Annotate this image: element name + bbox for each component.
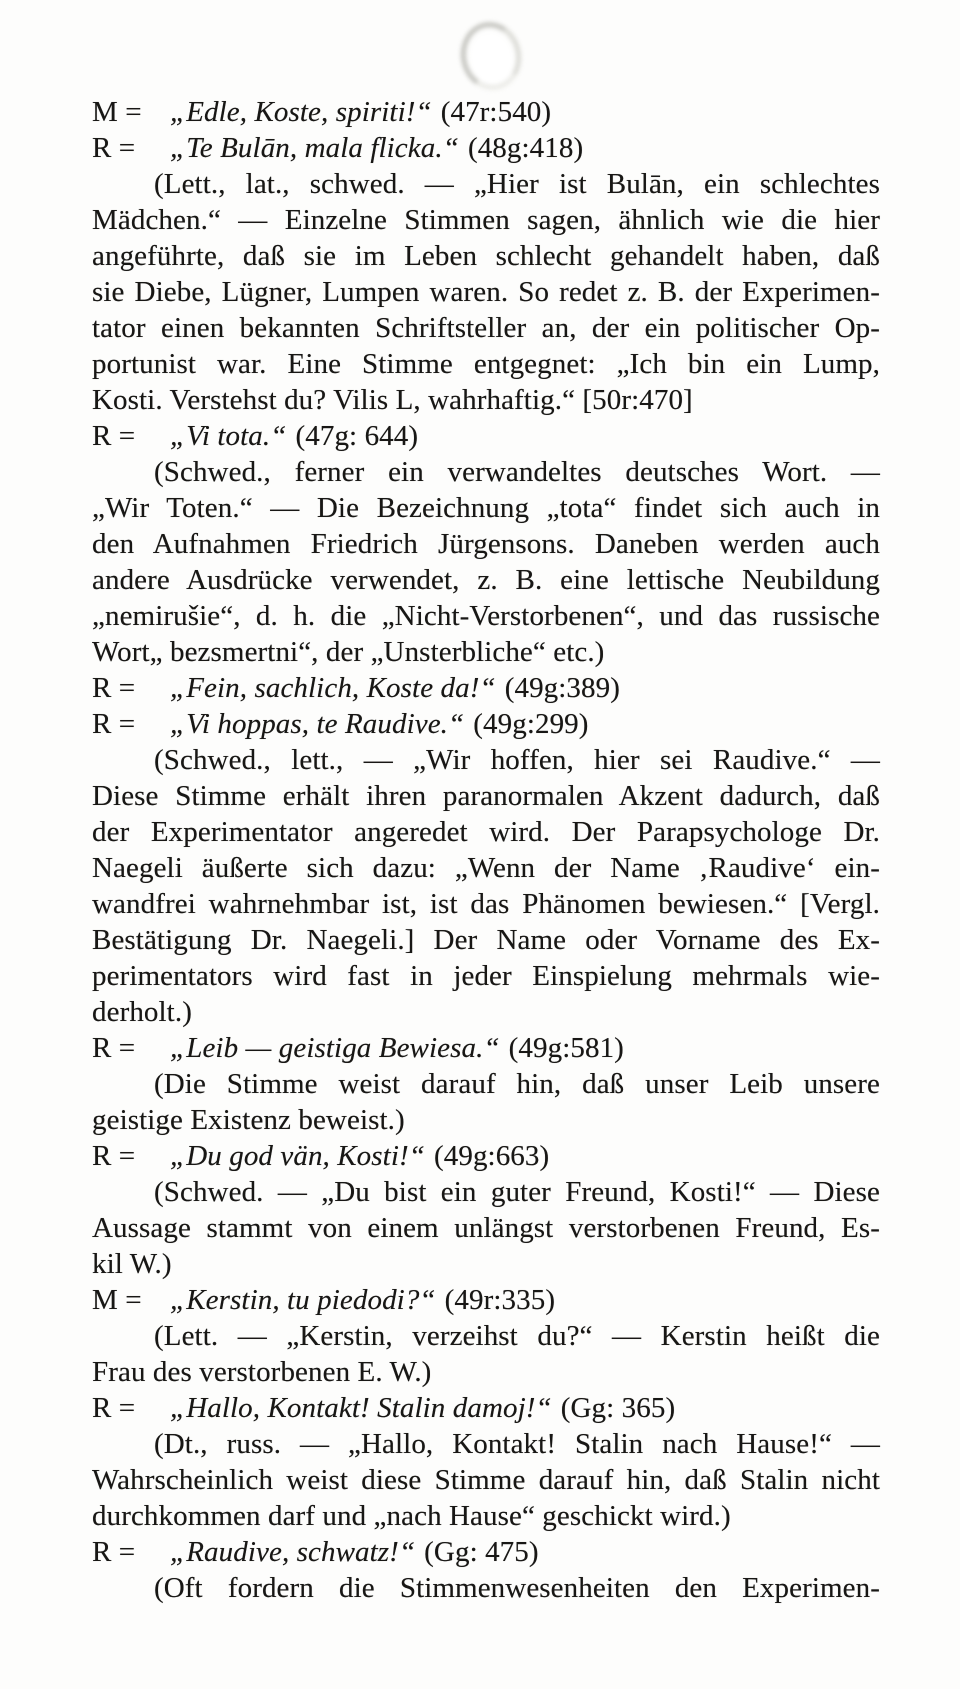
- commentary-line: wandfrei wahrnehmbar ist, ist das Phänomen bewiesen.“ [Vergl.: [92, 888, 880, 920]
- commentary-line: Wahrscheinlich weist diese Stimme darauf hin, daß Stalin nicht: [92, 1464, 880, 1496]
- voice-quote: „Raudive, schwatz!“: [170, 1536, 416, 1568]
- commentary-line: angeführte, daß sie im Leben schlecht gehandelt haben, daß: [92, 240, 880, 272]
- commentary-line: durchkommen darf und „nach Hause“ geschickt wird.): [92, 1500, 731, 1532]
- commentary-line: portunist war. Eine Stimme entgegnet: „Ich bin ein Lump,: [92, 348, 880, 380]
- commentary-line: perimentators wird fast in jeder Einspielung mehrmals wie-: [92, 960, 880, 992]
- commentary-line: „Wir Toten.“ — Die Bezeichnung „tota“ findet sich auch in: [92, 492, 880, 524]
- voice-quote: „Te Bulān, mala flicka.“: [170, 132, 459, 164]
- commentary-line: (Schwed., lett., — „Wir hoffen, hier sei Raudive.“ —: [154, 744, 880, 776]
- voice-entry-line: [92, 1030, 880, 1066]
- commentary-line: der Experimentator angeredet wird. Der Parapsychologe Dr.: [92, 816, 880, 848]
- voice-entry-line: [92, 706, 880, 742]
- voice-quote: „Hallo, Kontakt! Stalin damoj!“: [170, 1392, 552, 1424]
- voice-entry-line: [92, 1534, 880, 1570]
- voice-reference: (Gg: 475): [424, 1536, 539, 1568]
- commentary-line: Mädchen.“ — Einzelne Stimmen sagen, ähnlich wie die hier: [92, 204, 880, 236]
- commentary-line: sie Diebe, Lügner, Lumpen waren. So redet z. B. der Experimen-: [92, 276, 880, 308]
- voice-speaker-label: R =: [92, 132, 136, 164]
- commentary-line: Naegeli äußerte sich dazu: „Wenn der Name ‚Raudive‘ ein-: [92, 852, 880, 884]
- voice-speaker-label: M =: [92, 1284, 142, 1316]
- voice-entry-line: [92, 670, 880, 706]
- voice-reference: (47g: 644): [295, 420, 419, 452]
- commentary-line: Bestätigung Dr. Naegeli.] Der Name oder Vorname des Ex-: [92, 924, 880, 956]
- commentary-line: Kosti. Verstehst du? Vilis L, wahrhaftig.“ [50r:470]: [92, 384, 693, 416]
- voice-reference: (48g:418): [467, 132, 584, 164]
- voice-reference: (49g:663): [433, 1140, 550, 1172]
- voice-speaker-label: R =: [92, 672, 136, 704]
- voice-reference: (49g:389): [504, 672, 620, 704]
- voice-reference: (Gg: 365): [560, 1392, 676, 1424]
- voice-speaker-label: R =: [92, 1392, 136, 1424]
- commentary-line: (Schwed. — „Du bist ein guter Freund, Kosti!“ — Diese: [154, 1176, 880, 1208]
- commentary-line: andere Ausdrücke verwendet, z. B. eine lettische Neubildung: [92, 564, 880, 596]
- voice-speaker-label: R =: [92, 1536, 136, 1568]
- commentary-line: tator einen bekannten Schriftsteller an, der ein politischer Op-: [92, 312, 880, 344]
- voice-entry-line: [92, 1138, 880, 1174]
- voice-entry-line: [92, 418, 880, 454]
- commentary-line: (Die Stimme weist darauf hin, daß unser Leib unsere: [154, 1068, 880, 1100]
- voice-speaker-label: M =: [92, 96, 142, 128]
- voice-entry-line: [92, 1282, 880, 1318]
- commentary-line: (Lett., lat., schwed. — „Hier ist Bulān, ein schlechtes: [154, 168, 880, 200]
- voice-speaker-label: R =: [92, 420, 136, 452]
- commentary-line: Wort„ bezsmertni“, der „Unsterbliche“ etc.): [92, 636, 605, 668]
- voice-reference: (47r:540): [440, 96, 552, 128]
- voice-entry-line: [92, 130, 880, 166]
- voice-quote: „Vi hoppas, te Raudive.“: [170, 708, 465, 740]
- voice-quote: „Du god vän, Kosti!“: [170, 1140, 425, 1172]
- voice-quote: „Edle, Koste, spiriti!“: [170, 96, 432, 128]
- commentary-line: Aussage stammt von einem unlängst verstorbenen Freund, Es-: [92, 1212, 880, 1244]
- voice-reference: (49g:581): [508, 1032, 624, 1064]
- voice-entry-line: [92, 1390, 880, 1426]
- commentary-line: den Aufnahmen Friedrich Jürgensons. Daneben werden auch: [92, 528, 880, 560]
- commentary-line: (Dt., russ. — „Hallo, Kontakt! Stalin nach Hause!“ —: [154, 1428, 880, 1460]
- voice-speaker-label: R =: [92, 1140, 136, 1172]
- voice-quote: „Kerstin, tu piedodi?“: [170, 1284, 436, 1316]
- voice-entry-line: [92, 94, 880, 130]
- punch-hole-ring-icon: [455, 17, 528, 96]
- voice-quote: „Leib — geistiga Bewiesa.“: [170, 1032, 500, 1064]
- voice-quote: „Fein, sachlich, Koste da!“: [170, 672, 496, 704]
- commentary-line: (Schwed., ferner ein verwandeltes deutsches Wort. —: [154, 456, 880, 488]
- commentary-line: (Lett. — „Kerstin, verzeihst du?“ — Kerstin heißt die: [154, 1320, 880, 1352]
- text-block: [92, 94, 880, 1606]
- commentary-line: kil W.): [92, 1248, 172, 1280]
- commentary-line: Frau des verstorbenen E. W.): [92, 1356, 432, 1388]
- voice-reference: (49r:335): [444, 1284, 556, 1316]
- voice-quote: „Vi tota.“: [170, 420, 287, 452]
- voice-speaker-label: R =: [92, 708, 136, 740]
- commentary-line: „nemirušie“, d. h. die „Nicht-Verstorbenen“, und das russische: [92, 600, 880, 632]
- voice-speaker-label: R =: [92, 1032, 136, 1064]
- commentary-line: geistige Existenz beweist.): [92, 1104, 405, 1136]
- commentary-line: derholt.): [92, 996, 192, 1028]
- commentary-line: Diese Stimme erhält ihren paranormalen Akzent dadurch, daß: [92, 780, 880, 812]
- voice-reference: (49g:299): [473, 708, 589, 740]
- commentary-line: (Oft fordern die Stimmenwesenheiten den Experimen-: [154, 1572, 880, 1604]
